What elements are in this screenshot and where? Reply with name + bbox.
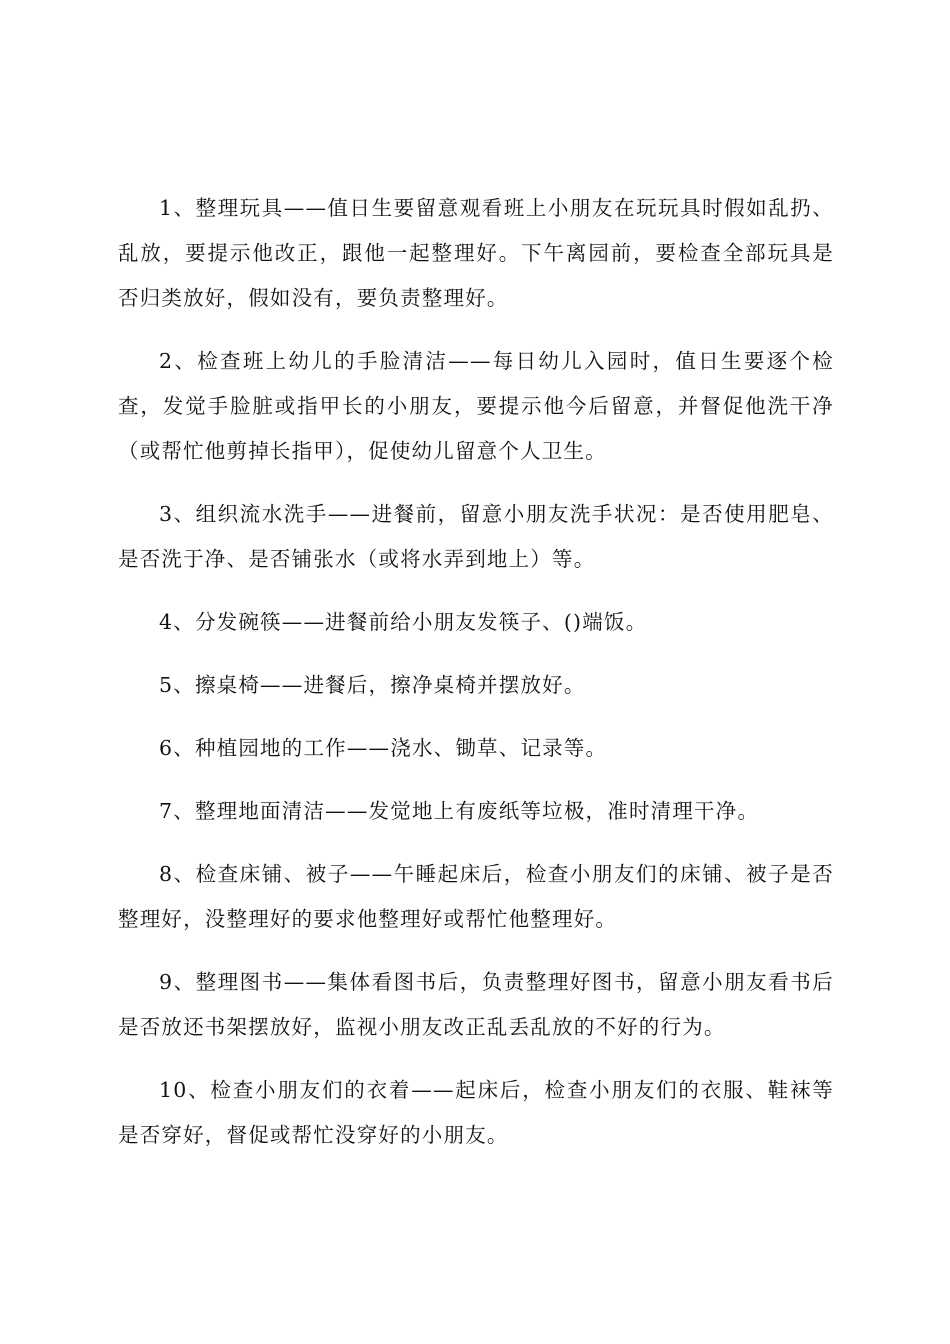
- paragraph-7: 7、整理地面清洁——发觉地上有废纸等垃极，准时清理干净。: [159, 799, 760, 823]
- paragraph-6: 6、种植园地的工作——浇水、锄草、记录等。: [159, 736, 608, 760]
- paragraph-9: 9、整理图书——集体看图书后，负责整理好图书，留意小朋友看书后是否放还书架摆放好，监视小朋友改正乱丢乱放的不好的行为。: [118, 970, 834, 1039]
- paragraph-4: 4、分发碗筷——进餐前给小朋友发筷子、()端饭。: [159, 610, 648, 634]
- document-body: [118, 186, 834, 1176]
- paragraph-5: 5、擦桌椅——进餐后，擦净桌椅并摆放好。: [159, 673, 586, 697]
- paragraph-3: 3、组织流水洗手——进餐前，留意小朋友洗手状况：是否使用肥皂、是否洗于净、是否铺张水（或将水弄到地上）等。: [118, 502, 834, 571]
- paragraph-2: 2、检查班上幼儿的手脸清洁——每日幼儿入园时，值日生要逐个检查，发觉手脸脏或指甲长的小朋友，要提示他今后留意，并督促他洗干净（或帮忙他剪掉长指甲），促使幼儿留意个人卫生。: [118, 349, 834, 463]
- paragraph-8: 8、检查床铺、被子——午睡起床后，检查小朋友们的床铺、被子是否整理好，没整理好的要求他整理好或帮忙他整理好。: [118, 862, 834, 931]
- paragraph-10: 10、检查小朋友们的衣着——起床后，检查小朋友们的衣服、鞋袜等是否穿好，督促或帮忙没穿好的小朋友。: [118, 1078, 834, 1147]
- paragraph-1: 1、整理玩具——值日生要留意观看班上小朋友在玩玩具时假如乱扔、乱放，要提示他改正，跟他一起整理好。下午离园前，要检查全部玩具是否归类放好，假如没有，要负责整理好。: [118, 196, 834, 310]
